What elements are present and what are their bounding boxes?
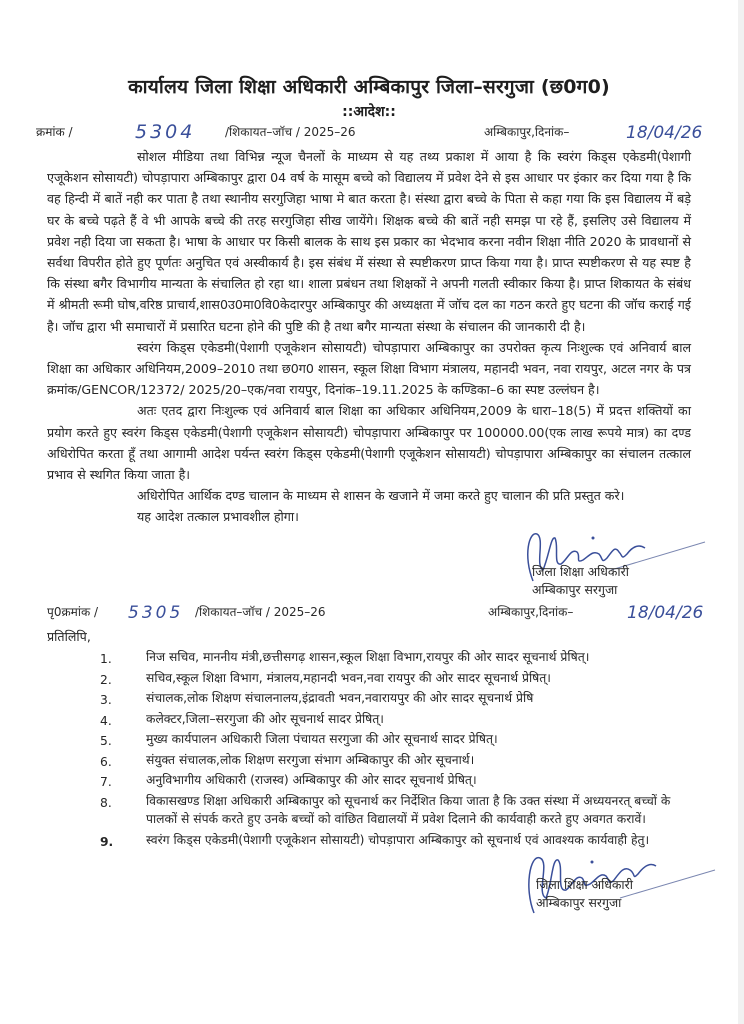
signature-2-location: अम्बिकापुर सरगुजा [536, 895, 622, 910]
copy-to-item [100, 710, 700, 729]
copy-item-text: निज सचिव, माननीय मंत्री,छत्तीसगढ़ शासन,स्कूल शिक्षा विभाग,रायपुर की ओर सादर सूचनार्थ प्रेषित्। [146, 650, 590, 664]
copy-to-item [100, 689, 700, 708]
copy-item-text: संचालक,लोक शिक्षण संचालनालय,इंद्रावती भवन,नवारायपुर की ओर सादर सूचनार्थ प्रेषि [146, 691, 534, 705]
copy-item-number: 5. [100, 734, 112, 748]
copy-item-number: 4. [100, 713, 112, 728]
copy-subject-suffix: /शिकायत–जॉच / 2025–26 [195, 605, 326, 619]
copy-reference-line [0, 597, 738, 623]
copy-item-number: 7. [100, 775, 112, 789]
copy-item-number: 2. [100, 672, 112, 687]
order-heading: ::आदेश:: [342, 104, 396, 120]
copy-item-text: अनुविभागीय अधिकारी (राजस्व) अम्बिकापुर की ओर सादर सूचनार्थ प्रेषित्। [146, 773, 477, 787]
signature-2-block [536, 876, 633, 912]
order-number-handwritten: 5304 [135, 121, 196, 143]
copy-to-item [100, 751, 700, 770]
body-paragraph-penalty: अतः एतद द्वारा निःशुल्क एवं अनिवार्य बाल शिक्षा का अधिकार अधिनियम,2009 के धारा–18(5) में प्रदत्त शक्तियों का प्रयोग करते हुए स्वरंग किड्स एकेडमी(पेशागी एजूकेशन सोसायटी) चोपड़ापारा अम्बिकापुर पर 100000.00(एक लाख रूपये मात्र) का दण्ड अधिरोपित करता हूँ तथा आगामी आदेश पर्यन्त स्वरंग किड्स एकेडमी(पेशागी एजूकेशन सोसायटी) चोपड़ापारा अम्बिकापुर का संचालन तत्काल प्रभाव से स्थगित किया जाता है। [47, 403, 691, 483]
copy-item-number: 8. [100, 795, 112, 810]
copy-to-item [100, 792, 700, 829]
copy-item-text: मुख्य कार्यपालन अधिकारी जिला पंचायत सरगुजा की ओर सूचनार्थ सादर प्रेषित्। [146, 732, 498, 746]
copy-item-number: 9. [100, 834, 114, 849]
copy-item-text: कलेक्टर,जिला–सरगुजा की ओर सूचनार्थ सादर प्रेषित्। [146, 711, 384, 726]
copy-to-item [100, 648, 700, 667]
order-subject-suffix: /शिकायत–जॉच / 2025–26 [225, 125, 356, 139]
copy-to-list [100, 648, 700, 851]
office-title: कार्यालय जिला शिक्षा अधिकारी अम्बिकापुर जिला–सरगुजा (छ0ग0) [128, 76, 610, 98]
order-date-handwritten: 18/04/26 [626, 123, 703, 143]
copy-item-number: 3. [100, 693, 112, 707]
copy-item-number: 1. [100, 652, 112, 666]
body-paragraph-challan: अधिरोपित आर्थिक दण्ड चालान के माध्यम से शासन के खजाने में जमा करते हुए चालान की प्रति प्रस्तुत करे। [137, 488, 625, 504]
copy-item-number: 6. [100, 754, 112, 769]
body-paragraph-effective: यह आदेश तत्काल प्रभावशील होगा। [137, 509, 299, 525]
scroll-edge-strip [738, 0, 744, 1024]
order-place-date-label: अम्बिकापुर,दिनांक– [484, 125, 570, 139]
signature-2-designation: जिला शिक्षा अधिकारी [536, 877, 633, 892]
copy-to-item [100, 669, 700, 688]
signature-1-location: अम्बिकापुर सरगुजा [532, 582, 618, 597]
signature-1-designation: जिला शिक्षा अधिकारी [532, 564, 629, 579]
copy-date-handwritten: 18/04/26 [627, 603, 704, 623]
copy-item-text: स्वरंग किड्स एकेडमी(पेशागी एजूकेशन सोसायटी) चोपड़ापारा अम्बिकापुर को सूचनार्थ एवं आवश्यक कार्यवाही हेतु। [146, 832, 650, 847]
copy-number-handwritten: 5305 [128, 603, 184, 623]
copy-to-item [100, 730, 700, 749]
copy-to-item [100, 771, 700, 790]
order-number-label: क्रमांक / [36, 125, 73, 139]
copy-item-text: विकासखण्ड शिक्षा अधिकारी अम्बिकापुर को सूचनार्थ कर निर्देशित किया जाता है कि उक्त संस्था में अध्ययनरत् बच्चों के पालकों से संपर्क करते हुए उनके बच्चों को वांछित विद्यालयों में प्रवेश दिलाने की कार्यवाही करते हुए अवगत करावें। [146, 793, 671, 826]
body-paragraph-violation: स्वरंग किड्स एकेडमी(पेशागी एजूकेशन सोसायटी) चोपड़ापारा अम्बिकापुर का उपरोक्त कृत्य निःशुल्क एवं अनिवार्य बाल शिक्षा का अधिकार अधिनियम,2009–2010 तथा छ0ग0 शासन, स्कूल शिक्षा विभाग मंत्रालय, महानदी भवन, नवा रायपुर, अटल नगर के पत्र क्रमांक/GENCOR/12372/ 2025/20–एक/नवा रायपुर, दिनांक–19.11.2025 के कण्डिका–6 का स्पष्ट उल्लंघन है। [47, 339, 691, 398]
copy-place-date-label: अम्बिकापुर,दिनांक– [488, 605, 574, 619]
copy-to-item [100, 831, 700, 850]
body-paragraph-complaint: सोशल मीडिया तथा विभिन्न न्यूज चैनलों के माध्यम से यह तथ्य प्रकाश में आया है कि स्वरंग किड्स एकेडमी(पेशागी एजूकेशन सोसायटी) चोपड़ापारा अम्बिकापुर द्वारा 04 वर्ष के मासूम बच्चे को विद्यालय में प्रवेश देने से इस आधार पर इंकार कर दिया गया है कि वह हिन्दी में बातें नही कर पाता है तथा स्थानीय सरगुजिहा भाषा मे बात करता है। संस्था द्वारा बच्चे के पिता से कहा गया कि इस विद्यालय में बड़े घर के बच्चे पढ़ते हैं वे भी आपके बच्चे की तरह सरगुजिहा सीख जायेंगे। शिक्षक बच्चे की बातें नही समझ पा रहे हैं, इसलिए उसे विद्यालय में प्रवेश नही दिया जा सकता है। भाषा के आधार पर किसी बालक के साथ इस प्रकार का भेदभाव करना नवीन शिक्षा नीति 2020 के प्रावधानों से सर्वथा विपरीत होते हुए पूर्णतः अनुचित एवं अस्वीकार्य है। इस संबंध में संस्था से स्पष्टीकरण प्राप्त किया गया है। प्राप्त स्पष्टीकरण से यह स्पष्ट है कि संस्था बगैर विभागीय मान्यता के संचालित हो रहा था। शाला प्रबंधन तथा शिक्षकों ने अपनी गलती स्वीकार किया है। प्राप्त शिकायत के संबंध में श्रीमती रूमी घोष,वरिष्ठ प्राचार्य,शास0उ0मा0वि0केदारपुर अम्बिकापुर की अध्यक्षता में जॉच दल का गठन करते हुए घटना की जॉच कराई गई है। जॉच द्वारा भी समाचारों में प्रसारित घटना होने की पुष्टि की है तथा बगैर मान्यता संस्था के संचालन की जानकारी दी है। [47, 149, 691, 334]
copy-item-text: संयुक्त संचालक,लोक शिक्षण सरगुजा संभाग अम्बिकापुर की ओर सूचनार्थ। [146, 752, 475, 767]
order-reference-line [0, 117, 738, 143]
signature-1-block [532, 563, 629, 599]
copy-item-text: सचिव,स्कूल शिक्षा विभाग, मंत्रालय,महानदी भवन,नवा रायपुर की ओर सादर सूचनार्थ प्रेषित्। [146, 670, 551, 685]
copy-number-label: पृ0क्रमांक / [47, 605, 99, 619]
order-body [47, 146, 691, 528]
copy-to-label: प्रतिलिपि, [47, 629, 91, 644]
